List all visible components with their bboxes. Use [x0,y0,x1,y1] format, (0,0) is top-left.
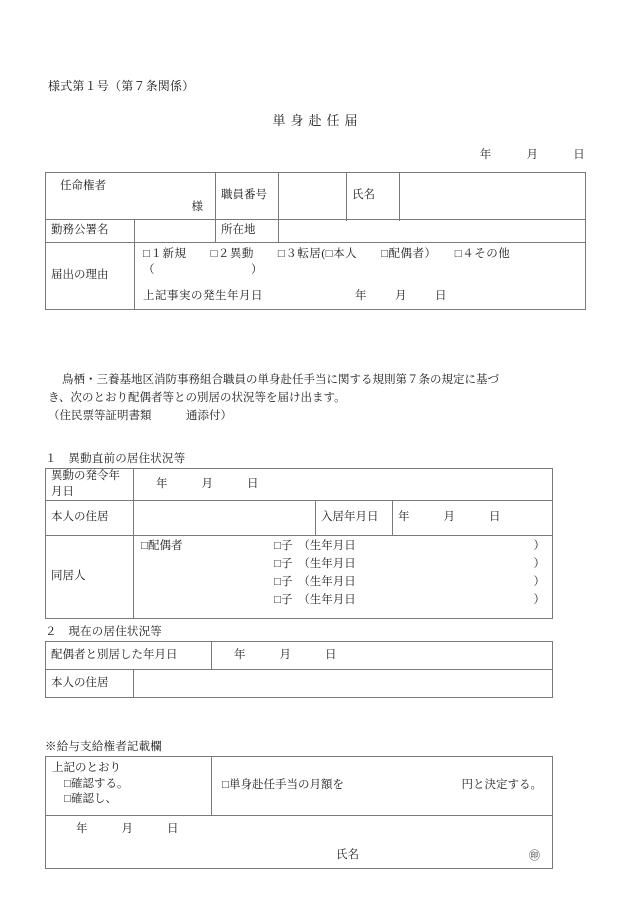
reason-occurrence-row [143,289,579,305]
child-checkbox[interactable]: □子 （生年月日 [274,558,356,571]
employee-number-label: 職員番号 [216,173,279,220]
form-number: 様式第１号（第７条関係） [48,79,195,93]
payer-signature-cell[interactable] [46,816,553,869]
section2-table [45,641,553,698]
spouse-checkbox[interactable]: □配偶者 [141,540,183,553]
section2-heading: ２ 現在の居住状況等 [45,626,162,638]
current-residence-label: 本人の住居 [46,670,134,698]
order-date-day: 日 [247,477,259,490]
cohabitant-row[interactable] [141,593,547,611]
table-row-appointer [46,173,586,220]
name-label: 氏名 [347,173,400,220]
appointer-label: 任命権者 [60,180,106,192]
separation-date-label: 配偶者と別居した年月日 [46,642,212,670]
reason-label: 届出の理由 [46,243,135,310]
move-in-month: 月 [443,511,455,524]
order-date-year: 年 [156,477,168,490]
child-checkbox[interactable]: □子 （生年月日 [274,540,356,553]
section1-heading: １ 異動直前の居住状況等 [45,453,186,465]
section3-heading: ※給与支給権者記載欄 [45,741,162,753]
child-paren-close: ） [533,594,545,607]
table-row-current-residence [46,670,553,698]
employee-number-field[interactable] [279,173,347,220]
body-line-1: 鳥栖・三養基地区消防事務組合職員の単身赴任手当に関する規則第７条の規定に基づ [62,374,499,386]
move-in-field[interactable] [393,501,553,536]
payer-table [45,756,553,869]
submission-date-line: 年 月 日 [479,149,585,161]
name-field[interactable] [400,173,586,220]
reason-options-cell[interactable] [135,243,586,310]
cohabitant-row[interactable] [141,557,547,575]
payer-date-year: 年 [76,823,88,835]
reason-occurrence-day: 日 [435,290,447,303]
cohabitant-label: 同居人 [46,536,134,619]
table-row-separation-date [46,642,553,670]
separation-date-field[interactable] [212,642,553,670]
reason-occurrence-label: 上記事実の発生年月日 [143,290,263,303]
payer-date-day: 日 [167,823,179,835]
separation-day: 日 [325,648,337,661]
appointer-cell [46,173,216,220]
payer-confirm-cell[interactable] [46,757,212,816]
location-label: 所在地 [216,220,279,243]
section1-table [45,468,553,619]
child-paren-close: ） [533,558,545,571]
reason-occurrence-year: 年 [355,290,367,303]
payer-date-month: 月 [121,823,133,835]
reason-other-text[interactable]: （ ） [143,263,263,276]
payer-name-label: 氏名 [336,849,359,862]
separation-month: 月 [279,648,291,661]
body-paragraph [48,372,588,425]
allowance-decision-text: 円と決定する。 [461,779,542,792]
seal-icon: ㊞ [529,850,540,863]
office-name-field[interactable] [135,220,216,243]
table-row-reason [46,243,586,310]
payer-confirm-and-checkbox[interactable]: □確認し、 [64,793,117,806]
move-in-day: 日 [489,511,501,524]
child-checkbox[interactable]: □子 （生年月日 [274,594,356,607]
page-title: 単身赴任届 [272,113,363,128]
child-paren-close: ） [533,576,545,589]
cohabitant-cell[interactable] [134,536,553,619]
payer-confirm-intro: 上記のとおり [52,762,121,774]
payer-date[interactable] [76,822,179,838]
separation-year: 年 [234,648,246,661]
current-residence-field[interactable] [134,670,553,698]
reason-occurrence-month: 月 [395,290,407,303]
move-in-label: 入居年月日 [316,501,393,536]
own-residence-field[interactable] [134,501,316,536]
office-name-label: 勤務公署名 [46,220,135,243]
order-date-label: 異動の発令年月日 [46,469,134,501]
table-row-own-residence [46,501,553,536]
header-table [45,172,586,310]
appointer-honorific: 様 [191,201,203,214]
own-residence-label: 本人の住居 [46,501,134,536]
table-row-payer-signature [46,816,553,869]
payer-allowance-cell[interactable] [212,757,553,816]
location-field[interactable] [279,220,586,243]
table-row-order-date [46,469,553,501]
child-paren-close: ） [533,540,545,553]
allowance-checkbox[interactable]: □単身赴任手当の月額を [222,779,344,792]
order-date-field[interactable] [134,469,553,501]
body-line-2: き、次のとおり配偶者等との別居の状況等を届け出ます。 [48,391,346,404]
child-checkbox[interactable]: □子 （生年月日 [274,576,356,589]
cohabitant-row[interactable] [141,575,547,593]
order-date-month: 月 [201,477,213,490]
payer-confirm-checkbox[interactable]: □確認する。 [64,777,129,790]
reason-checkbox-row[interactable]: □１新規 □２異動 □３転居(□本人 □配偶者） □４その他 [143,248,511,260]
cohabitant-row[interactable] [141,539,547,557]
table-row-payer-confirm [46,757,553,816]
body-line-3: （住民票等証明書類 通添付） [48,409,232,422]
move-in-year: 年 [398,511,410,524]
table-row-office [46,220,586,243]
table-row-cohabitants [46,536,553,619]
